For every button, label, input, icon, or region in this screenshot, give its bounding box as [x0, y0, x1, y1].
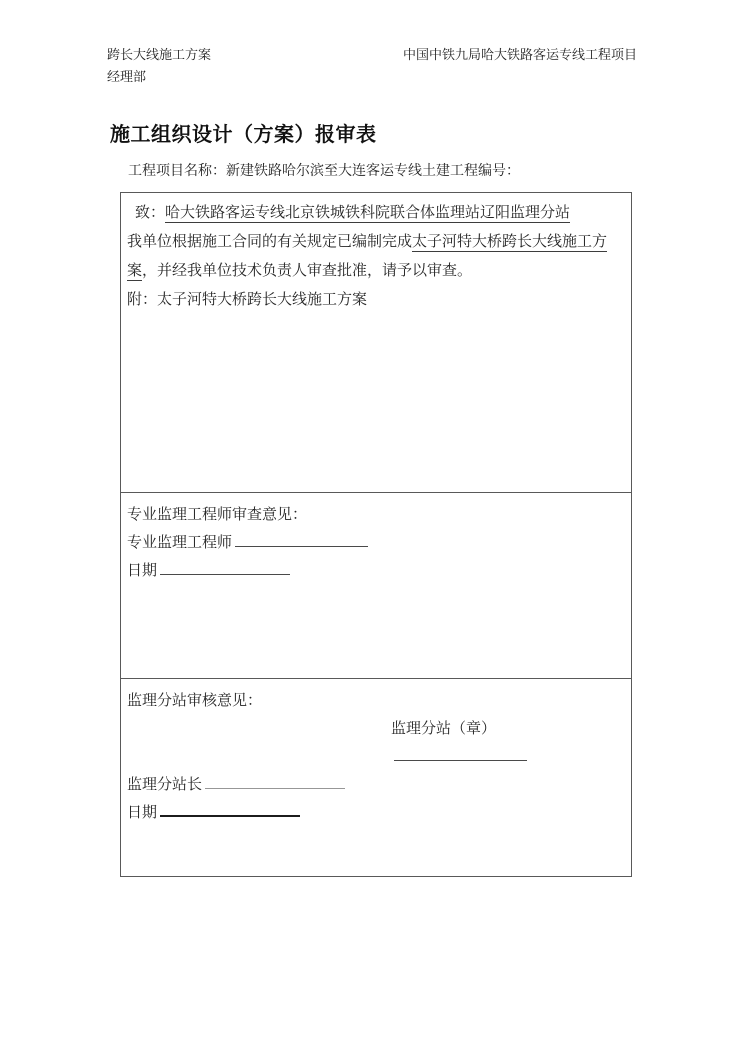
station-chief-label: 监理分站长	[127, 777, 203, 793]
station-stamp-line	[391, 715, 625, 771]
header-left	[107, 44, 211, 88]
station-date-line	[127, 799, 625, 827]
station-chief-line	[127, 771, 625, 799]
section-request	[121, 193, 631, 493]
station-stamp-label: 监理分站（章）	[391, 721, 497, 737]
engineer-date-blank	[160, 560, 290, 575]
project-name-line	[128, 160, 520, 180]
station-chief-blank	[205, 774, 345, 789]
engineer-signature-blank	[235, 532, 368, 547]
section-engineer-review	[121, 493, 631, 679]
attachment-value: 太子河特大桥跨长大线施工方案	[157, 292, 368, 308]
project-name-label: 工程项目名称：	[128, 164, 226, 179]
header-right: 中国中铁九局哈大铁路客运专线工程项目	[402, 47, 637, 62]
station-date-label: 日期	[127, 805, 158, 821]
addressee-value: 哈大铁路客运专线北京铁城铁科院联合体监理站辽阳监理分站	[165, 205, 571, 221]
request-body-prefix: 我单位根据施工合同的有关规定已编制完成	[127, 234, 413, 250]
attachment-line	[127, 286, 625, 315]
engineer-date-label: 日期	[127, 563, 158, 579]
station-date-blank	[160, 802, 300, 817]
engineer-date-line	[127, 557, 625, 585]
header-left-line2: 经理部	[107, 69, 147, 84]
request-document-name: 太子河特大桥跨长大线施工方案	[127, 234, 608, 279]
form-table	[120, 192, 632, 877]
engineer-heading: 专业监理工程师审查意见：	[127, 507, 308, 523]
header-left-line1: 跨长大线施工方案	[107, 47, 212, 62]
request-body-suffix: ，并经我单位技术负责人审查批准，请予以审查。	[142, 263, 473, 279]
addressee-label: 致：	[135, 205, 166, 221]
project-name-value: 新建铁路哈尔滨至大连客运专线土建工程	[226, 164, 478, 179]
engineer-signer-label: 专业监理工程师	[127, 535, 233, 551]
attachment-label: 附：	[127, 292, 158, 308]
page-title: 施工组织设计（方案）报审表	[110, 124, 377, 146]
station-heading: 监理分站审核意见：	[127, 693, 263, 709]
section-station-review	[121, 679, 631, 876]
request-body	[127, 228, 625, 286]
station-stamp-blank	[394, 746, 527, 761]
project-number-label: 编号：	[478, 164, 520, 179]
addressee-line	[127, 199, 625, 228]
engineer-signature-line	[127, 529, 625, 557]
